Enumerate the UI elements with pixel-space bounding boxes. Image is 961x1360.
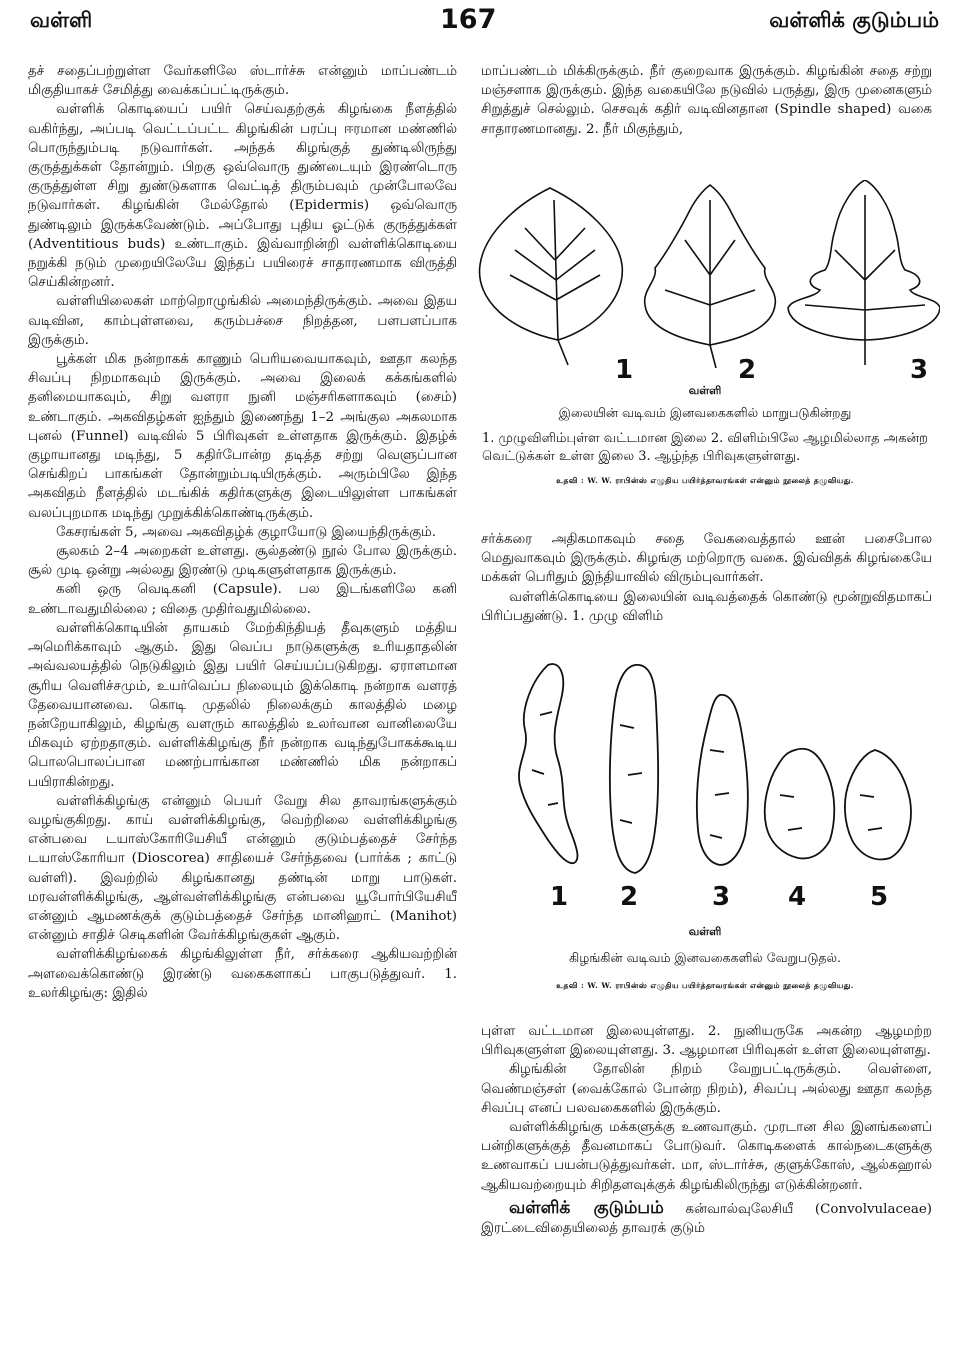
section-text: கன்வால்வுலேசியீ (Convolvulaceae) இரட்டைவிதையிலைத் தாவரக் குடும் [481, 1201, 932, 1237]
paragraph: தச் சதைப்பற்றுள்ள வேர்களிலே ஸ்டார்ச்சு என்னும் மாப்பண்டம் மிகுதியாகச் சேமித்து வைக்கப்பட்டிருக்கும். [28, 64, 457, 99]
figure-caption: இலையின் வடிவம் இனவகைகளில் மாறுபடுகின்றது [558, 405, 852, 420]
paragraph: கேசரங்கள் 5, அவை அகவிதழ்க் குழாயோடு இயைந்திருக்கும். [56, 524, 437, 540]
section-heading: வள்ளிக் குடும்பம் [509, 1197, 664, 1218]
tuber-illustration [470, 655, 940, 915]
paragraph: சர்க்கரை அதிகமாகவும் சதை வேகவைத்தால் ஊன் பசைபோல மெதுவாகவும் இருக்கும். கிழங்கு மற்றொரு வகை. இவ்விதக் கிழங்கையே மக்கள் பெரிதும் இந்தியாவில் விரும்புவார்கள். [481, 532, 932, 586]
leaf-number-3: 3 [910, 355, 929, 380]
paragraph: பூக்கள் மிக நன்றாகக் காணும் பெரியவையாகவும், ஊதா கலந்த சிவப்பு நிறமாகவும் இருக்கும். அவை இலைக் கக்கங்களில் தனிமையாகவும், சிறு வளரா நுனி மஞ்சரிகளாகவும் (சைம்) உண்டாகும். அகவிதழ்கள் ஐந்தும் இணைந்து 1–2 அங்குல அகலமாக புனல் (Funnel) வடிவில் 5 பிரிவுகள் உள்ளதாக இருக்கும். இதழ்க் குழாயானது மடிந்து, 5 கதிர்போன்ற தடித்த சற்று வெளுப்பான செங்கிறப் பாகங்கள் தோன்றும்படியிருக்கும். அரும்பிலே இந்த அகவிதம் நீளத்தில் மடங்கிக் கதிர்களுக்கு இடையிலுள்ள பாகங்கள் வலப்புறமாக மடிந்து முறுக்கிக்கொண்டிருக்கும். [28, 352, 457, 521]
figure-caption: கிழங்கின் வடிவம் இனவகைகளில் வேறுபடுதல். [569, 950, 841, 965]
figure-label: வள்ளி [688, 925, 722, 938]
paragraph: வள்ளிக்கிழங்கு மக்களுக்கு உணவாகும். முரடான சில இனங்களைப் பன்றிகளுக்குத் தீவனமாகப் போடுவர். கொடிகளைக் கால்நடைகளுக்கு உணவாகப் பயன்படுத்துவர்கள். மா, ஸ்டார்ச்சு, குளுக்கோஸ், ஆல்கஹால் ஆகியவற்றையும் சிறிதளவுக்குக் கிழங்கிலிருந்து எடுக்கின்றனர். [481, 1120, 932, 1193]
paragraph: புள்ள வட்டமான இலையுள்ளது. 2. நுனியருகே அகன்ற ஆழமற்ற பிரிவுகளுள்ள இலையுள்ளது. 3. ஆழமான பிரிவுகள் உள்ள இலையுள்ளது. [481, 1024, 932, 1059]
leaf-1-shape [480, 188, 623, 365]
paragraph: கிழங்கின் தோலின் நிறம் வேறுபட்டிருக்கும். வெள்ளை, வெண்மஞ்சள் (வைக்கோல் போன்ற நிறம்), சிவப்பு அல்லது ஊதா கலந்த சிவப்பு எனப் பலவகைகளில் இருக்கும். [481, 1062, 932, 1116]
right-column-middle [481, 530, 932, 626]
paragraph: வள்ளிக்கொடியை இலையின் வடிவத்தைக் கொண்டு மூன்றுவிதமாகப் பிரிப்பதுண்டு. 1. முழு விளிம் [481, 589, 932, 624]
tuber-number-1: 1 [550, 882, 569, 912]
paragraph: கனி ஒரு வெடிகனி (Capsule). பல இடங்களிலே கனி உண்டாவதுமில்லை ; விதை முதிர்வதுமில்லை. [28, 582, 457, 617]
leaf-number-2: 2 [738, 355, 757, 380]
paragraph: வள்ளிக்கிழங்கைக் கிழங்கிலுள்ள நீர், சர்க்கரை ஆகியவற்றின் அளவைக்கொண்டு இரண்டு வகைகளாகப் பாகுபடுத்துவர். 1. உலர்கிழங்கு: இதில் [28, 947, 457, 1001]
tuber-1-shape [519, 664, 578, 863]
right-column-top [481, 62, 932, 139]
paragraph: வள்ளிக்கிழங்கு என்னும் பெயர் வேறு சில தாவரங்களுக்கும் வழங்குகிறது. காய் வள்ளிக்கிழங்கு, வெற்றிலை வள்ளிக்கிழங்கு என்பவை டயாஸ்கோரியேசியீ என்னும் குடும்பத்தைச் சேர்ந்த டயாஸ்கோரியா (Dioscorea) சாதியைச் சேர்ந்தவை (பார்க்க ; காட்டு வள்ளி). இவற்றில் கிழங்கானது தண்டின் மாறு பாடுகள். மரவள்ளிக்கிழங்கு, ஆள்வள்ளிக்கிழங்கு என்பவை யூபோர்பியேசியீ என்னும் ஆமணக்குக் குடும்பத்தைச் சேர்ந்த மானிஹாட் (Manihot) என்னும் சாதிச் செடிகளின் வேர்க்கிழங்குகள் ஆகும். [28, 793, 457, 944]
tuber-2-shape [610, 665, 658, 873]
figure-credit: உதவி : W. W. ராபின்ஸ் எழுதிய பயிர்த்தாவரங்கள் என்னும் நூலைத் தழுவியது. [556, 981, 854, 990]
leaf-number-1: 1 [615, 355, 634, 380]
paragraph: வள்ளிக்கொடியின் தாயகம் மேற்கிந்தியத் தீவுகளும் மத்திய அமெரிக்காவும் ஆகும். இது வெப்ப நாடுகளுக்கு உரியதாதலின் அவ்வலயத்தில் நெடுகிலும் இது பயிர் செய்யப்படுகிறது. ஏராளமான சூரிய வெளிச்சமும், உயர்வெப்ப நிலையும் இக்கொடி நன்றாக வளரத் தேவையானவை. கொடி முதலில் நிலைக்கும் காலத்தில் மழை நன்றேயாகிலும், கிழங்கு வளரும் காலத்தில் உலர்வான வானிலையே மிகவும் ஏற்றதாகும். வள்ளிக்கிழங்கு நீர் நன்றாக வடிந்துபோகக்கூடிய பொலபொலப்பான மணற்பாங்கான மண்ணில் மிக நன்றாகப் பயிராகின்றது. [28, 620, 457, 790]
figure-label: வள்ளி [688, 384, 722, 397]
tuber-number-2: 2 [620, 882, 639, 912]
tuber-figure [470, 655, 940, 1000]
running-header-right: வள்ளிக் குடும்பம் [769, 8, 939, 32]
paragraph: மாப்பண்டம் மிக்கிருக்கும். நீர் குறைவாக இருக்கும். கிழங்கின் சதை சற்று மஞ்சளாக இருக்கும். இந்த வகையிலே நடுவில் பருத்து, இரு முனைகளும் சிறுத்துச் செல்லும். செசவுக் கதிர் வடிவினதான (Spindle shaped) வகை சாதாரணமானது. 2. நீர் மிகுந்தும், [481, 64, 932, 137]
left-column [28, 62, 457, 1003]
tuber-number-5: 5 [870, 882, 889, 912]
leaf-3-shape [788, 180, 940, 365]
tuber-3-shape [697, 695, 748, 865]
tuber-4-shape [765, 749, 835, 859]
leaf-2-shape [645, 185, 776, 368]
right-column-bottom [481, 1022, 932, 1238]
paragraph: சூலகம் 2–4 அறைகள் உள்ளது. சூல்தண்டு நூல் போல இருக்கும். சூல் முடி ஒன்று அல்லது இரண்டு முடிகளுள்ளதாக இருக்கும். [28, 544, 457, 579]
paragraph: வள்ளியிலைகள் மாற்றொழுங்கில் அமைந்திருக்கும். அவை இதய வடிவின, காம்புள்ளவை, கரும்பச்சை நிறத்தன, பளபளப்பாக இருக்கும். [28, 294, 457, 348]
family-paragraph [481, 1199, 932, 1238]
figure-note: 1. முழுவிளிம்புள்ள வட்டமான இலை 2. விளிம்பிலே ஆழமில்லாத அகன்ற வெட்டுக்கள் உள்ள இலை 3. ஆழ்ந்த பிரிவுகளுள்ளது. [482, 431, 928, 464]
page-number: 167 [440, 4, 497, 35]
leaf-illustration [470, 180, 940, 380]
tuber-number-3: 3 [712, 882, 731, 912]
leaf-figure [470, 180, 940, 510]
figure-credit: உதவி : W. W. ராபின்ஸ் எழுதிய பயிர்த்தாவரங்கள் என்னும் நூலைத் தழுவியது. [556, 476, 854, 485]
running-header-left: வள்ளி [30, 8, 93, 32]
tuber-number-4: 4 [788, 882, 807, 912]
tuber-5-shape [845, 750, 911, 859]
paragraph: வள்ளிக் கொடியைப் பயிர் செய்வதற்குக் கிழங்கை நீளத்தில் வகிர்ந்து, அப்படி வெட்டப்பட்ட கிழங்கின் பரப்பு ஈரமான மண்ணில் பொருந்தும்படி நடுவார்கள். அந்தக் கிழங்குத் துண்டிலிருந்து குருத்துக்கள் தோன்றும். பிறகு ஒவ்வொரு துண்டையும் இரண்டொரு குருத்துள்ள சிறு துண்டுகளாக வெட்டித் திரும்பவும் முன்போலவே நடுவார்கள். கிழங்கின் மேல்தோல் (Epidermis) ஒவ்வொரு துண்டிலும் இருக்கவேண்டும். அப்போது புதிய ஓட்டுக் குருத்துக்கள் (Adventitious buds) உண்டாகும். இவ்வாறின்றி வள்ளிக்கொடியை நறுக்கி நடும் முறையிலேயே இந்தப் பயிரைச் சாதாரணமாக விருத்தி செய்கின்றனர். [28, 102, 457, 291]
